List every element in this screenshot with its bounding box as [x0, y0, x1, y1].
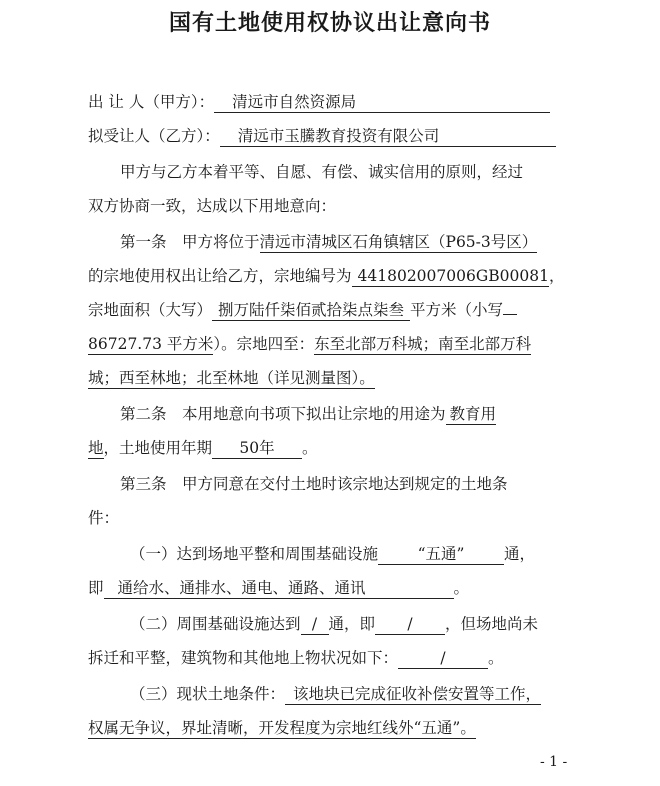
- article1-l2-text: 的宗地使用权出让给乙方，宗地编号为: [88, 267, 352, 285]
- article1-prefix: 第一条 甲方将位于: [120, 233, 260, 251]
- land-use-1: 教育用: [446, 404, 497, 425]
- condition-2b-value: /: [398, 648, 488, 669]
- boundary-1: 东至北部万科城；南至北部万科: [314, 335, 532, 353]
- intro-line-1: 甲方与乙方本着平等、自愿、有偿、诚实信用的原则，经过: [120, 163, 524, 181]
- condition-2b-post: 。: [488, 649, 504, 667]
- condition-1-post: 通，: [504, 545, 536, 563]
- party-b-label: 拟受让人（乙方）：: [88, 127, 220, 145]
- condition-2-post: ，但场地尚未: [445, 615, 539, 633]
- land-term: 50年: [212, 438, 302, 459]
- party-a-label: 出 让 人（甲方）：: [88, 93, 215, 111]
- article1-line-1: [120, 230, 537, 254]
- page-number: - 1 -: [540, 754, 568, 770]
- land-use-2: 地: [88, 439, 104, 457]
- condition-3-value-1: 该地块已完成征收补偿安置等工作，: [285, 684, 541, 705]
- party-b-value: 清远市玉騰教育投资有限公司: [220, 126, 556, 147]
- article3-line-2: 件：: [88, 509, 120, 527]
- article2-l2-post: 。: [302, 439, 318, 457]
- condition-1b-text: 即: [88, 579, 104, 597]
- article2-l2-text: ，土地使用年期: [103, 439, 213, 457]
- article1-location: 清远市清城区石角镇辖区（P65-3号区）: [259, 233, 538, 251]
- condition-1-line: [130, 542, 535, 566]
- condition-2-line: [130, 612, 538, 636]
- condition-2-mid: 通，即: [328, 615, 376, 633]
- party-a-line: [88, 90, 550, 114]
- condition-2-value-2: /: [375, 614, 445, 635]
- article1-l3-text: 宗地面积（大写）: [88, 301, 213, 319]
- condition-3-value-2: 权属无争议，界址清晰，开发程度为宗地红线外“五通”。: [88, 719, 476, 737]
- condition-2b-line: [88, 646, 504, 670]
- condition-1b-line: [88, 576, 469, 600]
- condition-2-text: （二）周围基础设施达到: [130, 615, 301, 633]
- article1-l3-post: 平方米（小写: [410, 301, 504, 319]
- intro-line-2: 双方协商一致，达成以下用地意向：: [88, 197, 337, 215]
- document-title: 国有土地使用权协议出让意向书: [168, 11, 491, 36]
- article1-l4-text: ）。宗地四至：: [213, 335, 315, 353]
- article1-line-3: [88, 298, 517, 322]
- parcel-id: 441802007006GB00081: [352, 266, 549, 287]
- party-b-line: [88, 124, 556, 148]
- article1-line-4: [88, 332, 531, 356]
- condition-1-text: （一）达到场地平整和周围基础设施: [130, 545, 379, 563]
- article2-line-2: [88, 436, 318, 460]
- area-lower: 86727.73 平方米: [88, 335, 214, 353]
- area-lower-underline: [503, 314, 517, 315]
- article1-l2-post: ，: [548, 267, 565, 285]
- condition-3-text: （三）现状土地条件：: [130, 685, 286, 703]
- article1-line-2: [88, 264, 564, 288]
- condition-2b-text: 拆迁和平整，建筑物和其他地上物状况如下：: [88, 649, 399, 667]
- party-a-value: 清远市自然资源局: [214, 92, 550, 113]
- article3-line-1: 第三条 甲方同意在交付土地时该宗地达到规定的土地条: [120, 475, 508, 493]
- condition-1-value: “五通”: [378, 544, 504, 565]
- area-upper: 捌万陆仟柒佰贰拾柒点柒叁: [212, 300, 410, 321]
- condition-1b-post: 。: [453, 579, 470, 597]
- boundary-2: 城；西至林地；北至林地（详见测量图）。: [88, 369, 375, 387]
- condition-1b-value: 通给水、通排水、通电、通路、通讯: [104, 578, 454, 599]
- condition-2-value-1: /: [301, 614, 329, 635]
- condition-3-line: [130, 682, 541, 706]
- condition-3b-line: [88, 716, 476, 740]
- article2-line-1: [120, 402, 496, 426]
- article2-text: 第二条 本用地意向书项下拟出让宗地的用途为: [120, 405, 446, 423]
- article1-line-5: [88, 366, 375, 390]
